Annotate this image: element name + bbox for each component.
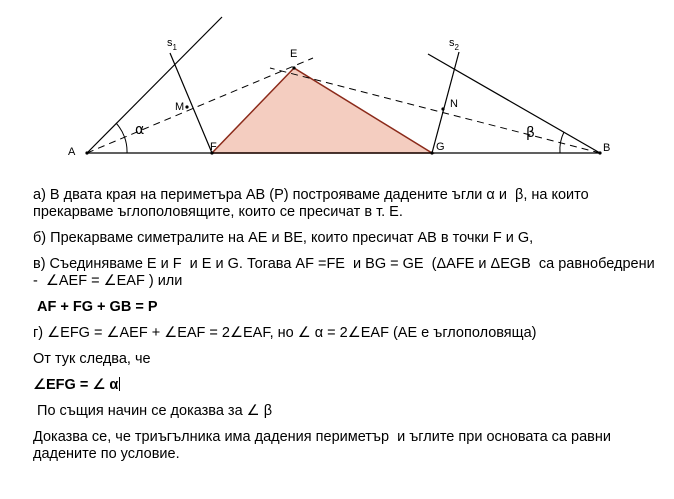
step-e: От тук следва, че [33, 351, 151, 367]
step-b: б) Прекарваме симетралите на АЕ и ВЕ, които пресичат АВ в точки F и G, [33, 230, 534, 246]
perimeter-formula: AF + FG + GB = P [33, 299, 158, 315]
result-formula [33, 377, 663, 394]
step-d: г) ∠EFG = ∠AEF + ∠EAF = 2∠EAF, но ∠ α = 2∠EAF (AE е ъглополовяща) [33, 325, 537, 341]
label-m: M [175, 101, 185, 113]
label-s1: $s_1$ [167, 37, 177, 52]
ray-alpha [87, 17, 222, 153]
label-g: G [436, 141, 445, 153]
label-beta: β [526, 125, 535, 141]
result-text: ∠EFG = ∠ α [33, 377, 119, 393]
step-a: а) В двата края на периметъра АВ (Р) построяваме дадените ъгли α и β, на които прекарваме ъглополовящите, които се пресичат в т. Е. [33, 187, 593, 220]
text-cursor [119, 377, 120, 391]
label-b: B [603, 142, 611, 154]
step-c: в) Съединяваме Е и F и Е и G. Тогава AF =FE и BG = GE (ΔAFE и ΔEGB са равнобедрени - ∠AEF = ∠EAF ) или [33, 256, 659, 289]
conclusion: Доказва се, че триъгълника има дадения периметър и ъглите при основата са равни дадените по условие. [33, 429, 615, 462]
label-n: N [450, 98, 458, 110]
label-a: A [68, 146, 76, 158]
triangle-efg [212, 68, 432, 153]
label-e: E [290, 48, 298, 60]
step-f: По същия начин се доказва за ∠ β [33, 403, 273, 419]
geometry-figure [0, 0, 674, 175]
label-alpha: α [135, 122, 145, 138]
angle-arc-beta [560, 132, 564, 153]
label-f: F [210, 141, 217, 153]
proof-text [33, 187, 663, 463]
label-s2: $s_2$ [449, 37, 459, 52]
